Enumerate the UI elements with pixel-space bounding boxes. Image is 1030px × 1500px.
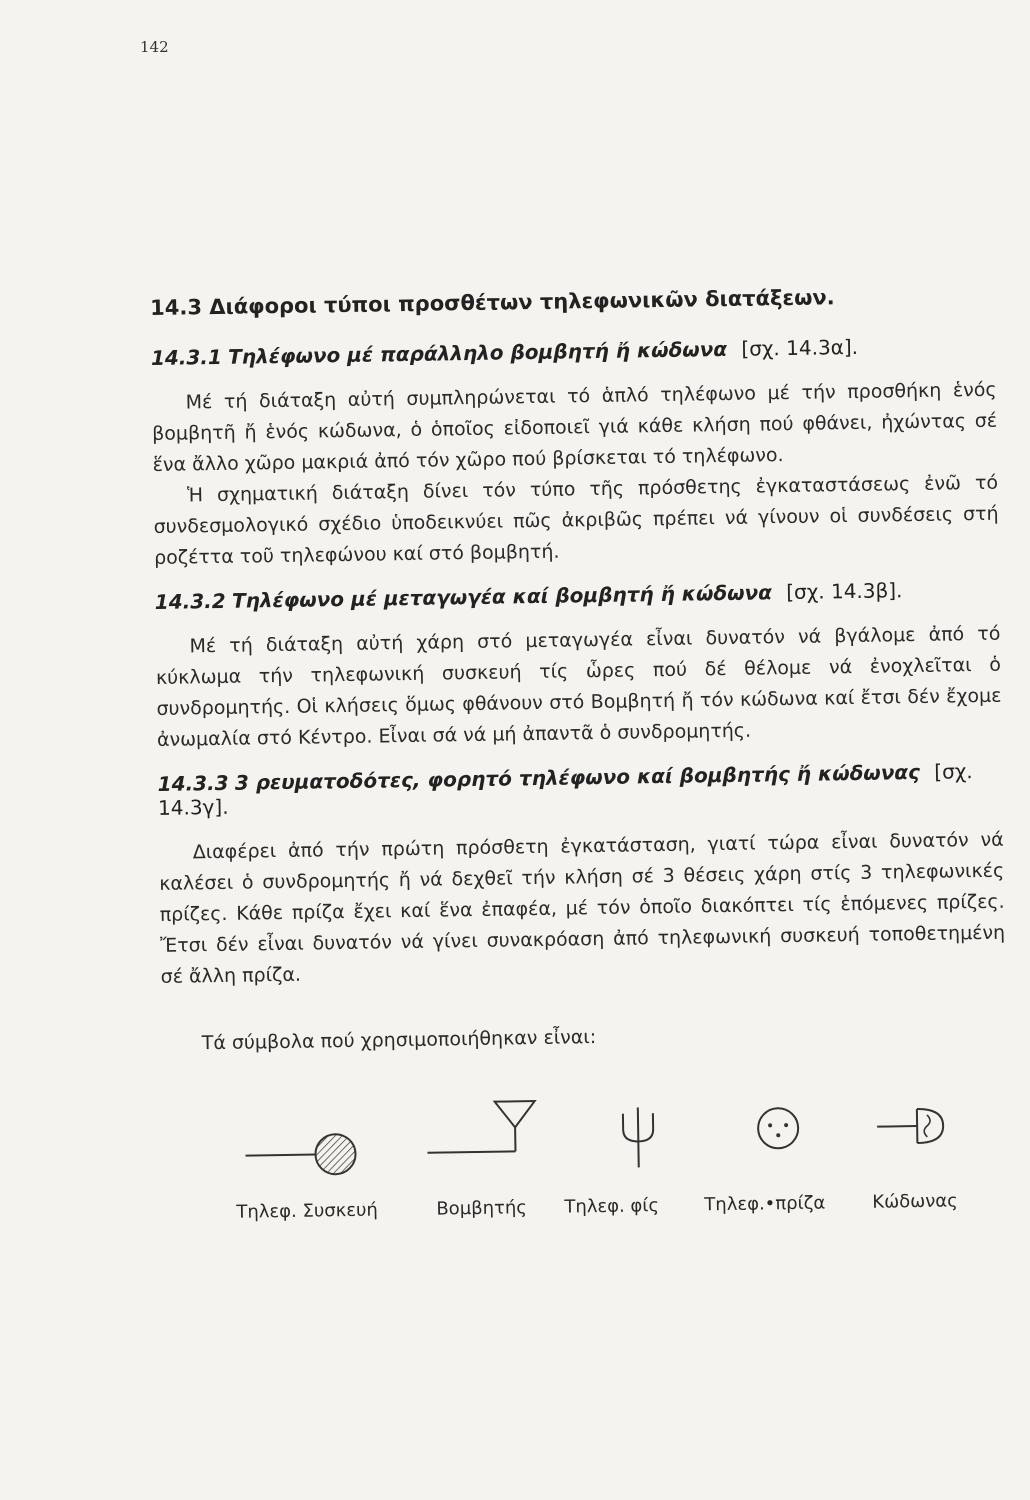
figure-reference: [σχ. 14.3β]. xyxy=(786,578,903,605)
buzzer-icon xyxy=(425,1091,546,1163)
figure-reference: [σχ. 14.3γ]. xyxy=(157,759,973,820)
subsection-heading-14-3-2 xyxy=(155,577,1000,614)
telephone-socket-icon xyxy=(753,1103,804,1154)
subsection-heading-14-3-3 xyxy=(157,759,1003,820)
subsection-number: 14.3.2 xyxy=(154,588,226,614)
subsection-number: 14.3.1 xyxy=(150,344,223,370)
telephone-plug-icon xyxy=(613,1103,664,1174)
paragraph: Ἡ σχηματική διάταξη δίνει τόν τύπο τῆς πρόσθετης ἐγκαταστάσεως ἐνῶ τό συνδεσμολογικό σχέδιο ὑποδεικνύει πῶς ἀκριβῶς πρέπει νά γίνουν οἱ συνδέσεις στή ροζέττα τοῦ τηλεφώνου καί στό βομβητή. xyxy=(153,471,999,569)
symbol-label: Κώδωνας xyxy=(872,1190,958,1213)
paragraph: Μέ τή διάταξη αὐτή συμπληρώνεται τό ἁπλό τηλέφωνο μέ τήν προσθήκη ἑνός βομβητῆ ἤ ἑνός κώδωνα, ὁ ὁποῖος εἰδοποιεῖ γιά κάθε κλήση πού φθάνει, ἠχώντας σέ ἕνα ἄλλο χῶρο μακριά ἀπό τόν χῶρο πού βρίσκεται τό τηλέφωνο. xyxy=(151,378,998,476)
symbols-intro: Τά σύμβολα πού χρησιμοποιήθηκαν εἶναι: xyxy=(201,1026,597,1055)
section-title: Διάφοροι τύποι προσθέτων τηλεφωνικῶν διατάξεων. xyxy=(209,285,835,320)
telephone-set-icon xyxy=(243,1128,364,1180)
page-content xyxy=(150,283,1010,1231)
bell-icon xyxy=(875,1100,956,1151)
symbol-label: Τηλεφ. Συσκευή xyxy=(236,1199,379,1223)
symbol-label: Τηλεφ.•πρίζα xyxy=(704,1192,826,1216)
subsection-title: Τηλέφωνο μέ παράλληλο βομβητή ἤ κώδωνα xyxy=(227,336,728,369)
paragraph: Διαφέρει ἀπό τήν πρώτη πρόσθετη ἐγκατάσταση, γιατί τώρα εἶναι δυνατόν νά καλέσει ὁ συνδρομητής ἤ νά δεχθεῖ τήν κλήση σέ 3 θέσεις χάρη στίς 3 τηλεφωνικές πρίζες. Κάθε πρίζα ἔχει καί ἕνα ἐπαφέα, μέ τόν ὁποῖο διακόπτει τίς ἑπόμενες πρίζες. Ἔτσι δέν εἶναι δυνατόν νά γίνει συνακρόαση ἀπό τηλεφωνική συσκευή τοποθετημένη σέ ἄλλη πρίζα. xyxy=(159,828,1006,988)
symbol-label: Βομβητής xyxy=(436,1197,528,1220)
symbols-legend xyxy=(162,1078,1009,1231)
figure-reference: [σχ. 14.3α]. xyxy=(741,334,859,361)
symbol-label: Τηλεφ. φίς xyxy=(564,1195,660,1218)
page-number: 142 xyxy=(140,38,169,56)
subsection-title: 3 ρευματοδότες, φορητό τηλέφωνο καί βομβητής ἤ κώδωνας xyxy=(234,759,921,795)
paragraph: Μέ τή διάταξη αὐτή χάρη στό μεταγωγέα εἶναι δυνατόν νά βγάλομε ἀπό τό κύκλωμα τήν τηλεφωνική συσκευή τίς ὧρες πού δέ θέλομε νά ἐνοχλεῖται ὁ συνδρομητής. Οἱ κλήσεις ὅμως φθάνουν στό Βομβητή ἤ τόν κώδωνα καί ἔτσι δέν ἔχομε ἀνωμαλία στό Κέντρο. Εἶναι σά νά μή ἀπαντᾶ ὁ συνδρομητής. xyxy=(155,622,1002,751)
section-heading xyxy=(150,283,995,320)
subsection-heading-14-3-1 xyxy=(151,333,996,370)
subsection-number: 14.3.3 xyxy=(157,770,229,796)
subsection-title: Τηλέφωνο μέ μεταγωγέα καί βομβητή ἤ κώδωνα xyxy=(231,580,773,613)
section-number: 14.3 xyxy=(150,295,203,320)
